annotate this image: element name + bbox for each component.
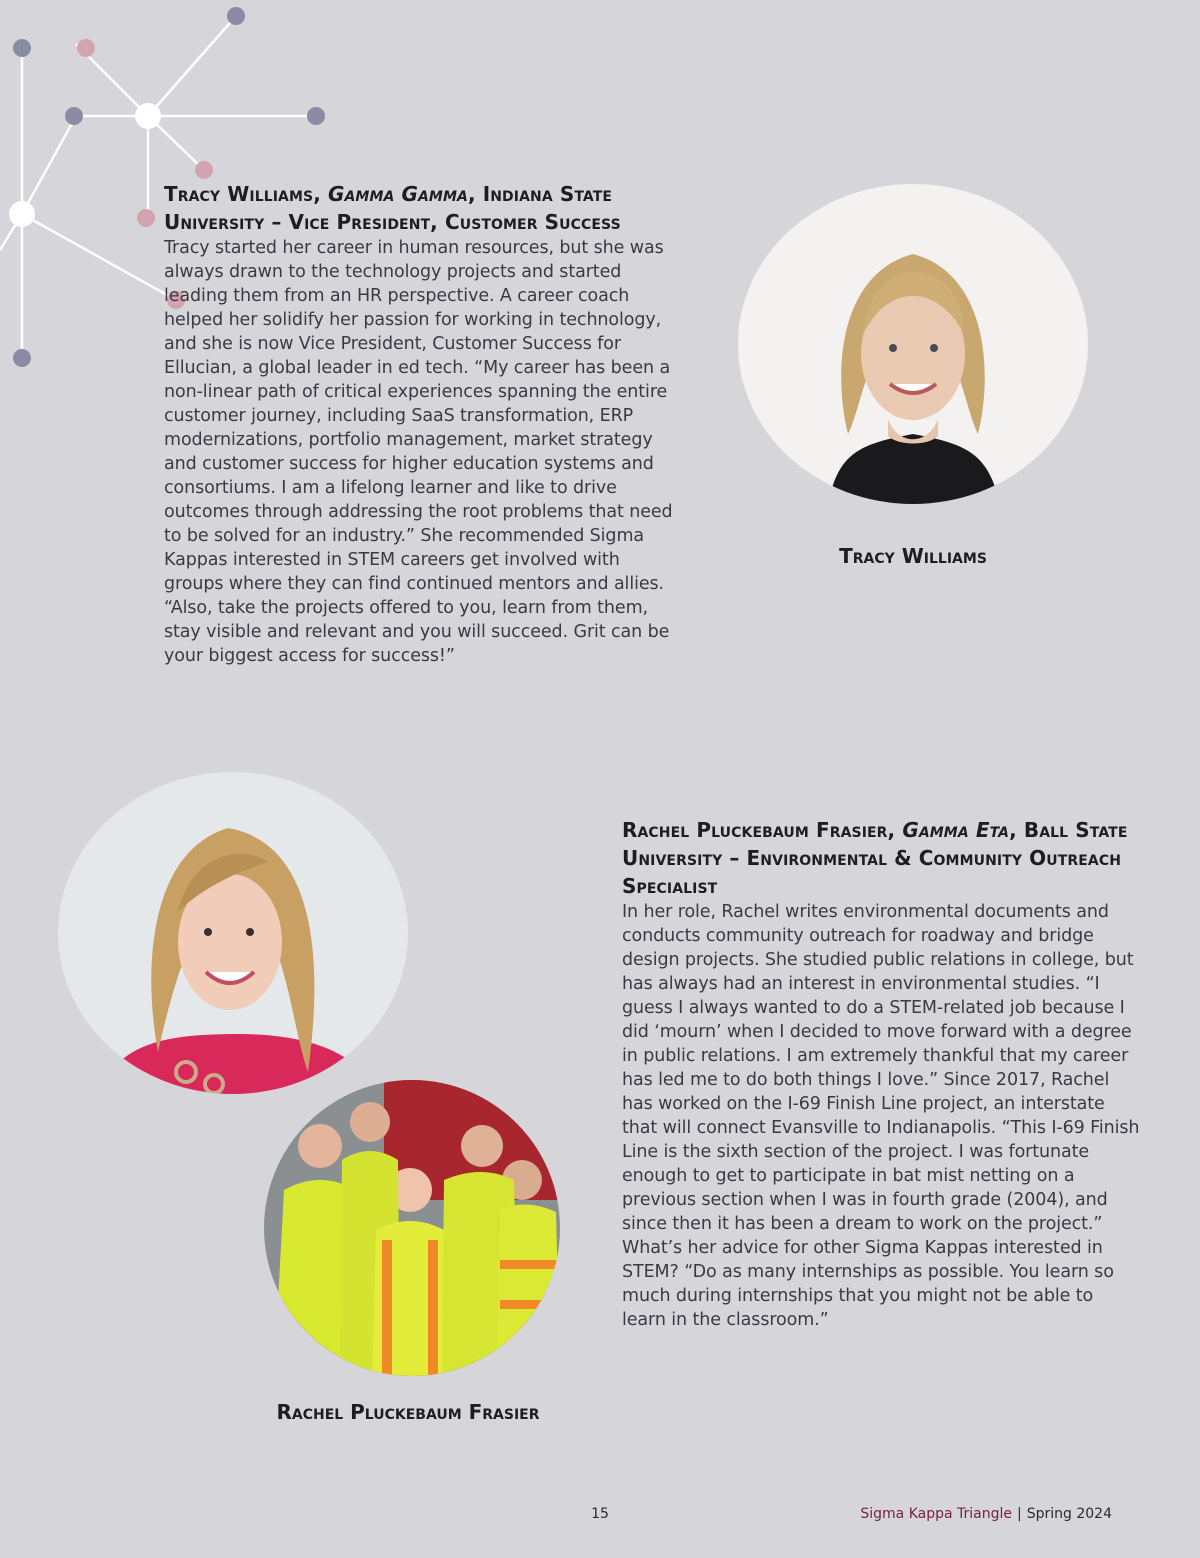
article-heading (622, 816, 1142, 900)
network-node (227, 7, 245, 25)
profile-name: Rachel Pluckebaum Frasier, (622, 818, 903, 842)
network-hub-node (135, 103, 161, 129)
article-body: In her role, Rachel writes environmental documents and conducts community outreach for roadway and bridge design projects. She studied public relations in college, but has always had an interest in environmental studies. “I guess I always wanted to do a STEM-related job because I did ‘mourn’ when I decided to move forward with a degree in public relations. I am extremely thankful that my career has led me to do both things I love.” Since 2017, Rachel has worked on the I-69 Finish Line project, an interstate that will connect Evansville to Indianapolis. “This I-69 Finish Line is the sixth section of the project. I was fortunate enough to get to participate in bat mist netting on a previous section when I was in fourth grade (2004), and since then it has been a dream to work on the project.” What’s her advice for other Sigma Kappas interested in STEM? “Do as many internships as possible. You learn so much during internships that you might not be able to learn in the classroom.” (622, 902, 1140, 1330)
profile-name: Tracy Williams, (164, 182, 328, 206)
portrait-photo-tracy (738, 184, 1088, 504)
publication-footer (860, 1506, 1112, 1522)
network-node (137, 209, 155, 227)
network-node (13, 39, 31, 57)
photo-caption: Tracy Williams (839, 544, 987, 568)
network-node (307, 107, 325, 125)
issue-label: Spring 2024 (1026, 1506, 1112, 1522)
network-node (77, 39, 95, 57)
article-heading (164, 180, 684, 236)
school-and-title: , Ball State University – Environmental & Community Outreach Specialist (622, 818, 1128, 898)
magazine-title: Sigma Kappa Triangle (860, 1506, 1013, 1522)
network-hub-node (9, 201, 35, 227)
group-photo-safety-vests (264, 1080, 560, 1376)
network-node (13, 349, 31, 367)
article-rachel-pluckebaum-frasier (622, 816, 1142, 1332)
footer-separator: | (1017, 1506, 1022, 1522)
article-body: Tracy started her career in human resources, but she was always drawn to the technology projects and started leading them from an HR perspective. A career coach helped her solidify her passion for working in technology, and she is now Vice President, Customer Success for Ellucian, a global leader in ed tech. “My career has been a non-linear path of critical experiences spanning the entire customer journey, including SaaS transformation, ERP modernizations, portfolio management, market strategy and customer success for higher education systems and consortiums. I am a lifelong learner and like to drive outcomes through addressing the root problems that need to be solved for an industry.” She recommended Sigma Kappas interested in STEM careers get involved with groups where they can find continued mentors and allies. “Also, take the projects offered to you, learn from them, stay visible and relevant and you will succeed. Grit can be your biggest access for success!” (164, 238, 673, 666)
chapter-name: Gamma Gamma (327, 182, 468, 206)
chapter-name: Gamma Eta (902, 818, 1010, 842)
article-tracy-williams (164, 180, 684, 668)
network-node (195, 161, 213, 179)
photo-caption: Rachel Pluckebaum Frasier (276, 1400, 540, 1424)
page-number: 15 (591, 1506, 609, 1522)
portrait-photo-rachel (58, 772, 408, 1094)
network-node (65, 107, 83, 125)
school-and-title: , Indiana State University – Vice President, Customer Success (164, 182, 621, 234)
